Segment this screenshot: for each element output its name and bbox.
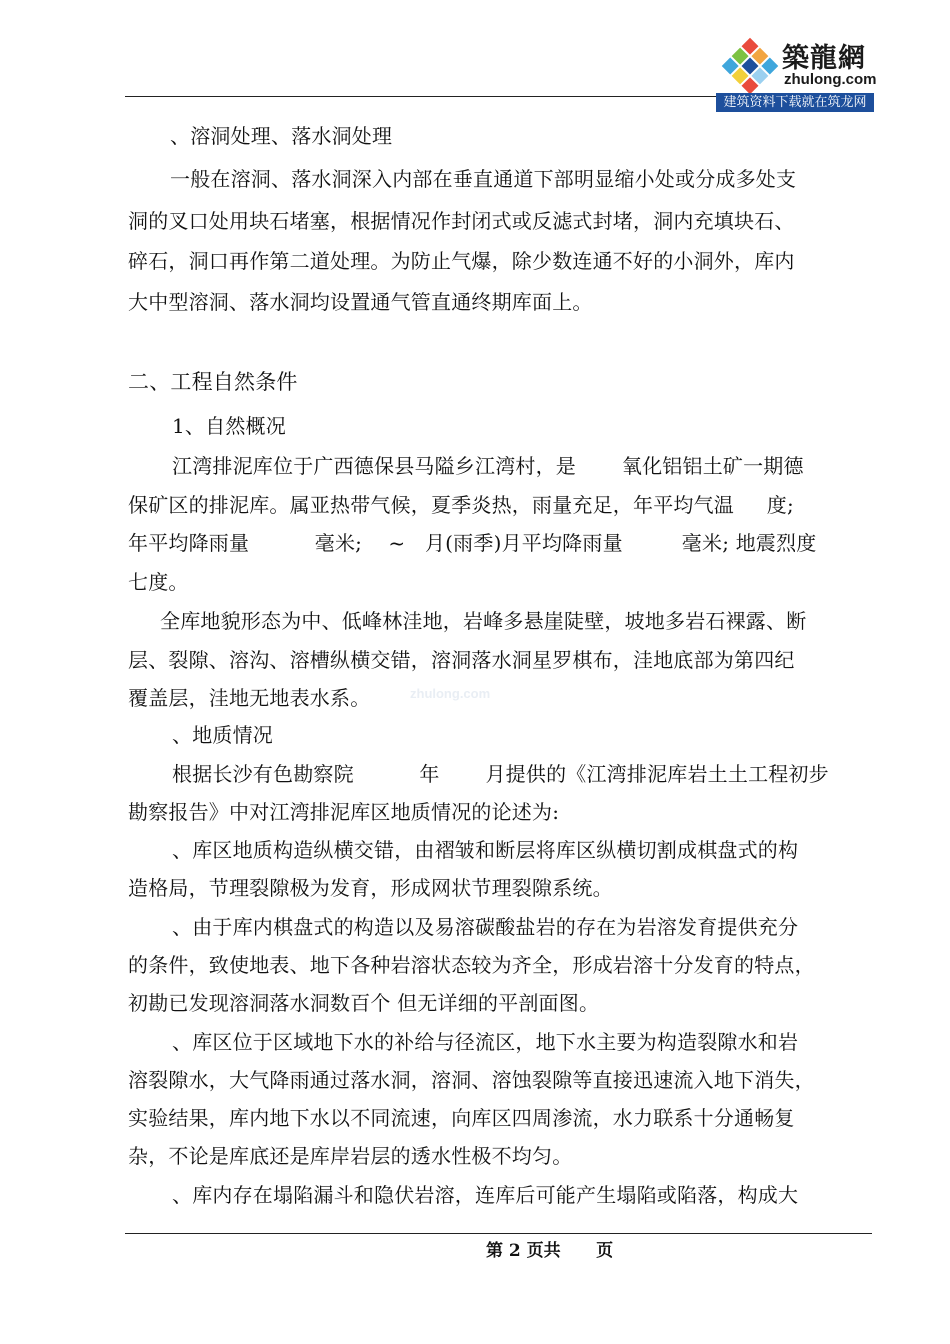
paragraph-line: 年平均降雨量 毫米; ~ 月(雨季)月平均降雨量 毫米; 地震烈度	[128, 531, 817, 555]
paragraph-line: 、由于库内棋盘式的构造以及易溶碳酸盐岩的存在为岩溶发育提供充分	[172, 915, 799, 939]
paragraph-line: 洞的叉口处用块石堵塞，根据情况作封闭式或反滤式封堵，洞内充填块石、	[128, 209, 795, 233]
paragraph-line: 江湾排泥库位于广西德保县马隘乡江湾村，是 氧化铝铝土矿一期德	[172, 454, 804, 478]
paragraph-line: 初勘已发现溶洞落水洞数百个 但无详细的平剖面图。	[128, 991, 600, 1015]
subheading: 、溶洞处理、落水洞处理	[170, 124, 393, 148]
paragraph-line: 、库区地质构造纵横交错，由褶皱和断层将库区纵横切割成棋盘式的构	[172, 838, 799, 862]
logo-slogan: 建筑资料下载就在筑龙网	[716, 93, 874, 112]
page-number: 第 2 页共 页	[486, 1241, 614, 1261]
paragraph-line: 保矿区的排泥库。属亚热带气候，夏季炎热，雨量充足，年平均气温 度;	[128, 493, 794, 517]
logo-domain: zhulong.com	[784, 71, 877, 88]
paragraph-line: 实验结果，库内地下水以不同流速，向库区四周渗流，水力联系十分通畅复	[128, 1106, 795, 1130]
paragraph-line: 杂，不论是库底还是库岸岩层的透水性极不均匀。	[128, 1144, 573, 1168]
logo-name: 築龍網	[782, 43, 866, 74]
paragraph-line: 覆盖层，洼地无地表水系。	[128, 686, 371, 710]
zhulong-logo	[716, 24, 877, 112]
subheading: 、地质情况	[172, 723, 273, 747]
footer-rule	[125, 1233, 872, 1234]
paragraph-line: 、库内存在塌陷漏斗和隐伏岩溶，连库后可能产生塌陷或陷落，构成大	[172, 1183, 799, 1207]
zhulong-diamond-logo-icon	[718, 34, 782, 98]
paragraph-line: 造格局，节理裂隙极为发育，形成网状节理裂隙系统。	[128, 876, 613, 900]
paragraph-line: 、库区位于区域地下水的补给与径流区，地下水主要为构造裂隙水和岩	[172, 1030, 799, 1054]
subheading: 1、自然概况	[172, 414, 286, 438]
paragraph-line: 七度。	[128, 570, 189, 594]
paragraph-line: 一般在溶洞、落水洞深入内部在垂直通道下部明显缩小处或分成多处支	[170, 167, 797, 191]
paragraph-line: 的条件，致使地表、地下各种岩溶状态较为齐全，形成岩溶十分发育的特点，	[128, 953, 815, 977]
paragraph-line: 全库地貌形态为中、低峰林洼地，岩峰多悬崖陡壁，坡地多岩石裸露、断	[160, 609, 807, 633]
paragraph-line: 溶裂隙水，大气降雨通过落水洞，溶洞、溶蚀裂隙等直接迅速流入地下消失，	[128, 1068, 815, 1092]
paragraph-line: 勘察报告》中对江湾排泥库区地质情况的论述为:	[128, 800, 560, 824]
paragraph-line: 层、裂隙、溶沟、溶槽纵横交错，溶洞落水洞星罗棋布，洼地底部为第四纪	[128, 648, 795, 672]
paragraph-line: 大中型溶洞、落水洞均设置通气管直通终期库面上。	[128, 290, 593, 314]
section-heading: 二、工程自然条件	[128, 370, 298, 394]
watermark: zhulong.com	[410, 686, 491, 701]
paragraph-line: 根据长沙有色勘察院 年 月提供的《江湾排泥库岩土土工程初步	[172, 762, 829, 786]
paragraph-line: 碎石，洞口再作第二道处理。为防止气爆，除少数连通不好的小洞外，库内	[128, 249, 795, 273]
